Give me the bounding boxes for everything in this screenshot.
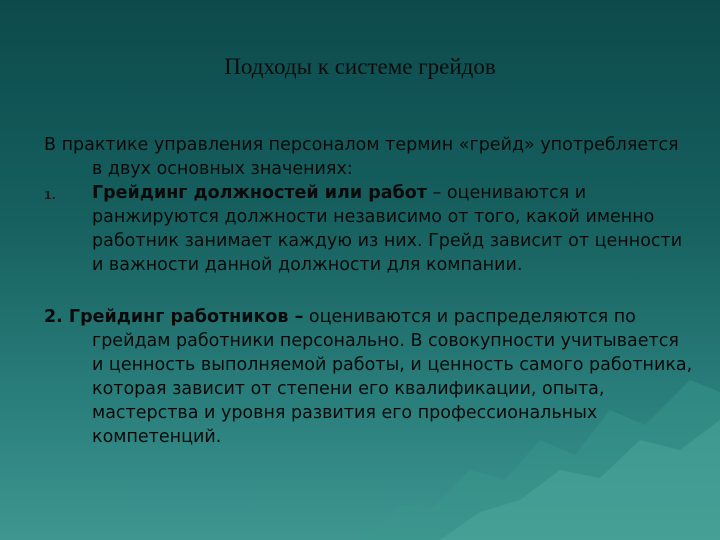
- list-marker: 1.: [44, 189, 56, 202]
- intro-paragraph: В практике управления персоналом термин «грейд» употребляется в двух основных значениях:: [44, 135, 679, 179]
- slide-title: Подходы к системе грейдов: [224, 54, 496, 79]
- term-employee-grading: 2. Грейдинг работников –: [44, 307, 304, 327]
- list-item-position-grading: [44, 181, 694, 277]
- grading-list: [44, 181, 694, 277]
- employee-grading-paragraph: [44, 305, 694, 449]
- definition-position-grading: оцениваются и ранжируются должности независимо от того, какой именно работник занимает каждую из них. Грейд зависит от ценности и важности данной должности для компании.: [92, 183, 683, 275]
- slide-body: [44, 133, 694, 449]
- definition-employee-grading: оцениваются и распределяются по грейдам работники персонально. В совокупности учитывается и ценность выполняемой работы, и ценность самого работника, которая зависит от степени его квалификации, опыта, мастерства и уровня развития его профессиональных компетенций.: [92, 307, 693, 447]
- term-dash: –: [426, 183, 447, 203]
- term-position-grading: Грейдинг должностей или работ: [92, 183, 427, 203]
